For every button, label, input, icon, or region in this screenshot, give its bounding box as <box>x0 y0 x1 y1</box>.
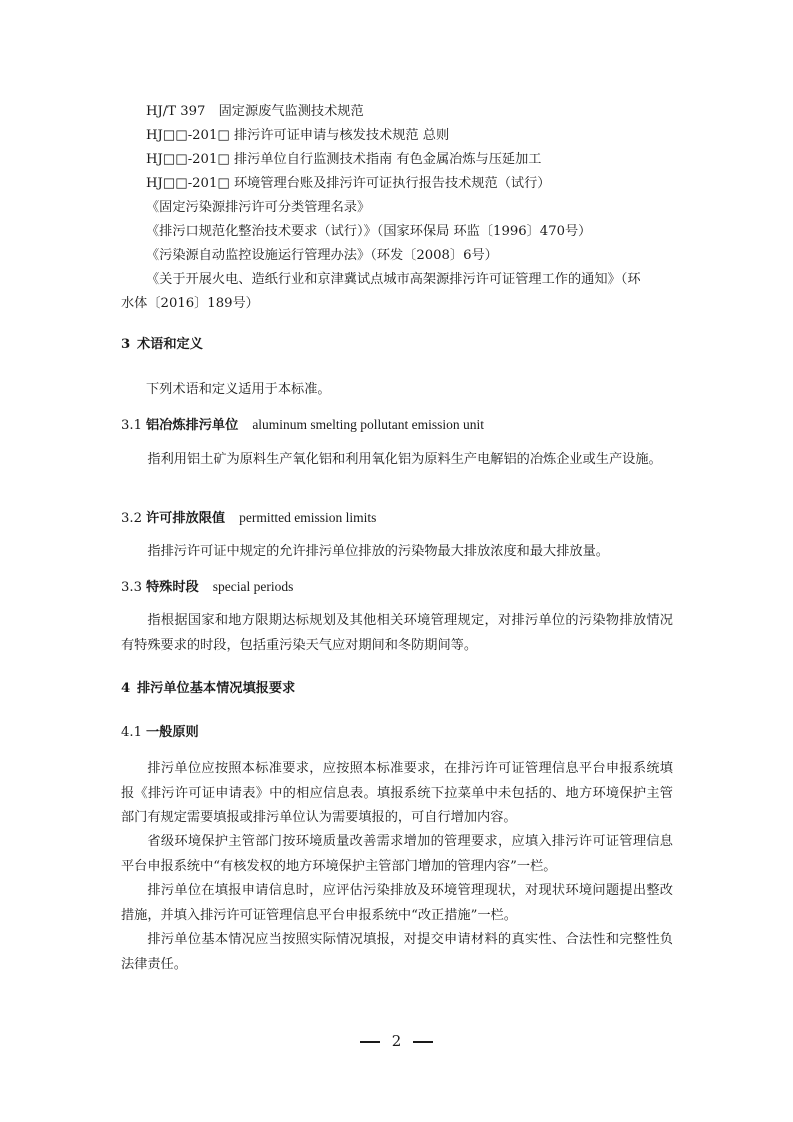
reference-item-continuation: 水体〔2016〕189号） <box>121 296 259 311</box>
section-3-intro: 下列术语和定义适用于本标准。 <box>146 382 331 397</box>
section-title: 术语和定义 <box>137 337 203 352</box>
term-english: aluminum smelting pollutant emission unit <box>252 417 485 432</box>
section-4-heading <box>121 679 295 699</box>
term-heading <box>121 415 484 436</box>
page-footer <box>0 1031 793 1051</box>
reference-item: HJ□□-201□ 环境管理台账及排污许可证执行报告技术规范（试行） <box>146 176 551 191</box>
reference-item: 《污染源自动监控设施运行管理办法》（环发〔2008〕6号） <box>146 248 498 263</box>
section-number: 4 <box>121 681 131 696</box>
reference-item: HJ/T 397 固定源废气监测技术规范 <box>146 104 364 119</box>
term-definition: 指根据国家和地方限期达标规划及其他相关环境管理规定，对排污单位的污染物排放情况有特殊要求的时段，包括重污染天气应对期间和冬防期间等。 <box>121 613 673 653</box>
term-chinese: 许可排放限值 <box>146 511 226 526</box>
section-title: 排污单位基本情况填报要求 <box>137 681 296 696</box>
term-heading <box>121 577 293 598</box>
reference-item: 《排污口规范化整治技术要求（试行）》（国家环保局 环监〔1996〕470号） <box>146 224 592 239</box>
term-number: 3.2 <box>121 511 142 526</box>
body-paragraph: 排污单位应按照本标准要求，应按照本标准要求，在排污许可证管理信息平台申报系统填报《排污许可证申请表》中的相应信息表。填报系统下拉菜单中未包括的、地方环境保护主管部门有规定需要填报或排污单位认为需要填报的，可自行增加内容。 <box>121 761 673 825</box>
body-paragraph: 排污单位基本情况应当按照实际情况填报，对提交申请材料的真实性、合法性和完整性负法律责任。 <box>121 932 673 972</box>
body-paragraph: 省级环境保护主管部门按环境质量改善需求增加的管理要求，应填入排污许可证管理信息平台申报系统中“有核发权的地方环境保护主管部门增加的管理内容”一栏。 <box>121 834 673 874</box>
footer-dash-left <box>360 1041 380 1043</box>
body-paragraph: 排污单位在填报申请信息时，应评估污染排放及环境管理现状，对现状环境问题提出整改措施，并填入排污许可证管理信息平台申报系统中“改正措施”一栏。 <box>121 883 673 923</box>
reference-item: 《关于开展火电、造纸行业和京津冀试点城市高架源排污许可证管理工作的通知》（环 <box>146 272 641 287</box>
section-3-heading <box>121 335 203 355</box>
term-chinese: 铝冶炼排污单位 <box>146 418 239 433</box>
section-number: 3 <box>121 337 131 352</box>
subsection-number: 4.1 <box>121 725 142 740</box>
footer-dash-right <box>413 1041 433 1043</box>
term-english: permitted emission limits <box>239 510 377 525</box>
term-english: special periods <box>212 579 294 594</box>
term-definition: 指利用铝土矿为原料生产氧化铝和利用氧化铝为原料生产电解铝的冶炼企业或生产设施。 <box>147 452 662 467</box>
reference-item: 《固定污染源排污许可分类管理名录》 <box>146 200 371 215</box>
reference-item: HJ□□-201□ 排污许可证申请与核发技术规范 总则 <box>146 128 450 143</box>
subsection-4-1-heading <box>121 723 199 743</box>
page-number: 2 <box>391 1032 402 1050</box>
term-number: 3.1 <box>121 418 142 433</box>
term-heading <box>121 508 376 529</box>
reference-item: HJ□□-201□ 排污单位自行监测技术指南 有色金属冶炼与压延加工 <box>146 152 542 167</box>
term-chinese: 特殊时段 <box>146 580 199 595</box>
term-definition: 指排污许可证中规定的允许排污单位排放的污染物最大排放浓度和最大排放量。 <box>147 544 609 559</box>
term-number: 3.3 <box>121 580 142 595</box>
subsection-title: 一般原则 <box>146 725 199 740</box>
